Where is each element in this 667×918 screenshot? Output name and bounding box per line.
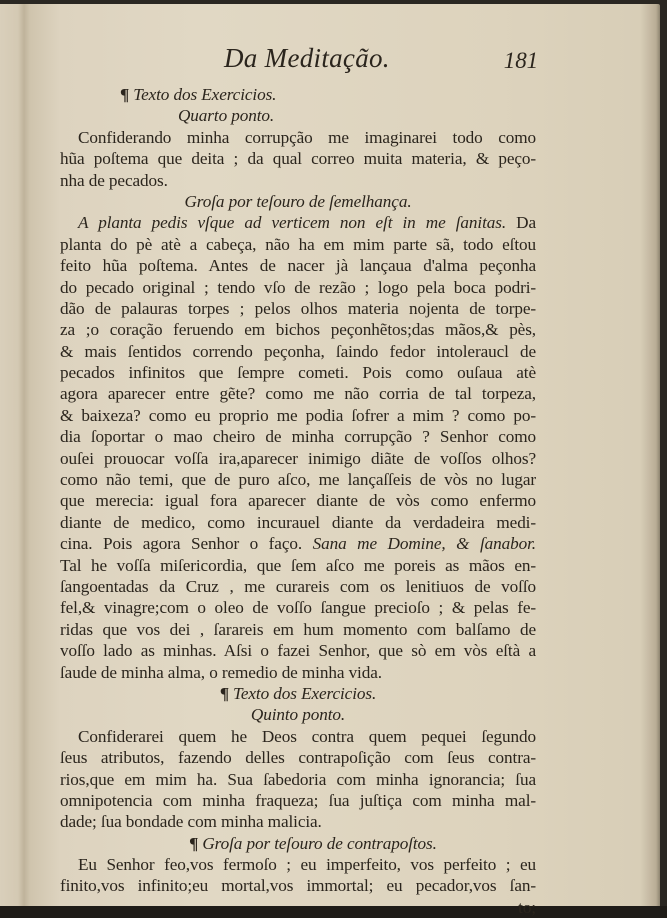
latin-quote: A planta pedis vſque ad verticem non eſt in me ſanitas. xyxy=(78,213,507,233)
text-line: omnipotencia com minha fraqueza; ſua juſtiça com minha mal- xyxy=(60,790,536,810)
gloss-heading-text: Groſa por teſouro de contrapoſtos. xyxy=(202,833,437,853)
text-line: ſeus atributos, fazendo delles contrapoſição com ſeus contra- xyxy=(60,748,536,768)
text-fragment: cina. Pois agora Senhor o faço. xyxy=(60,534,303,554)
gloss-heading: Groſa por teſouro de ſemelhança. xyxy=(184,191,412,211)
latin-quote: Sana me Domine, & ſanabor. xyxy=(312,534,536,554)
section-heading-text: Texto dos Exercicios. xyxy=(233,683,377,703)
text-line: feito hũa poſtema. Antes de nacer jà lançaua d'alma peçonha xyxy=(60,256,536,276)
section-heading-text: Texto dos Exercicios. xyxy=(133,85,277,104)
text-fragment: Da xyxy=(516,213,537,233)
text-line: diante de medico, como incurauel diante da verdadeira medi- xyxy=(60,512,536,532)
text-line: ſaude de minha alma, o remedio de minha vida. xyxy=(60,662,382,682)
text-line: hũa poſtema que deita ; da qual correo muita materia, & peço- xyxy=(60,149,536,169)
text-line-latin xyxy=(60,212,536,233)
text-line: dão de palauras torpes ; pelos olhos materia nojenta de torpe- xyxy=(60,298,536,318)
text-line: pecados infinitos que ſempre cometi. Pois como ouſaua atè xyxy=(60,363,536,383)
text-line: ſangoentadas da Cruz , me curareis com os lenitiuos de voſſo xyxy=(60,576,536,596)
text-line: rios,que em mim ha. Sua ſabedoria com minha ignorancia; ſua xyxy=(60,769,536,789)
page-number: 181 xyxy=(503,48,538,73)
text-line: agora aparecer entre gẽte? como me não corria de tal torpeza, xyxy=(60,384,536,404)
pilcrow-icon: ¶ xyxy=(219,683,229,703)
text-line-with-latin xyxy=(60,533,536,554)
text-line: & mais ſentidos correndo peçonha, ſaindo fedor intoleraucl de xyxy=(60,341,536,361)
pilcrow-icon: ¶ xyxy=(120,85,130,104)
text-line: finito,vos infinito;eu mortal,vos immortal; eu pecador,vos ſan- xyxy=(60,876,536,896)
text-line: ridas que vos dei , ſarareis em hum momento com balſamo de xyxy=(60,619,536,639)
text-line: Confiderando minha corrupção me imaginarei todo como xyxy=(78,127,536,147)
running-title: Da Meditação. xyxy=(224,43,390,73)
text-line: Confiderarei quem he Deos contra quem pequei ſegundo xyxy=(78,726,536,746)
text-line: fel,& vinagre;com o oleo de voſſo ſangue precioſo ; & pelas fe- xyxy=(60,598,536,618)
page-text-block xyxy=(60,43,538,918)
text-line: dade; ſua bondade com minha malicia. xyxy=(60,812,322,832)
section-subheading: Quarto ponto. xyxy=(178,106,275,126)
text-line: nha de pecados. xyxy=(60,170,168,190)
text-line: Eu Senhor feo,vos fermoſo ; eu imperfeito, vos perfeito ; eu xyxy=(78,855,536,875)
text-line: voſſo lado as minhas. Aſsi o fazei Senhor, que sò em vòs eſtà a xyxy=(60,641,536,661)
text-line: za ;o coração feruendo em bichos peçonhẽtos;das mãos,& pès, xyxy=(60,320,536,340)
catchword: to; xyxy=(518,897,536,917)
text-line: planta do pè atè a cabeça, não ha em mim parte sã, todo eſtou xyxy=(60,234,536,254)
gloss-heading xyxy=(60,833,536,854)
text-line: como não temi, que de puro aſco, me lançaſſeis de vòs no lugar xyxy=(60,470,536,490)
text-line: & baixeza? como eu proprio me podia ſofrer a mim ? como po- xyxy=(60,405,536,425)
running-head xyxy=(60,43,538,84)
text-line: que merecia: igual fora aparecer diante de vòs como enfermo xyxy=(60,491,536,511)
text-line: Tal he voſſa miſericordia, que ſem aſco me poreis as mãos en- xyxy=(60,555,536,575)
text-line: ouſei prouocar voſſa ira,aparecer inimigo diãte de voſſos olhos? xyxy=(60,448,536,468)
text-line: do pecado original ; tendo vſo de rezão ; logo pela boca podri- xyxy=(60,277,536,297)
pilcrow-icon: ¶ xyxy=(189,833,199,853)
section-heading xyxy=(60,84,536,105)
section-subheading: Quinto ponto. xyxy=(250,705,346,725)
section-heading xyxy=(60,683,536,704)
text-line: dia ſoportar o mao cheiro de minha corrupção ? Senhor como xyxy=(60,427,536,447)
